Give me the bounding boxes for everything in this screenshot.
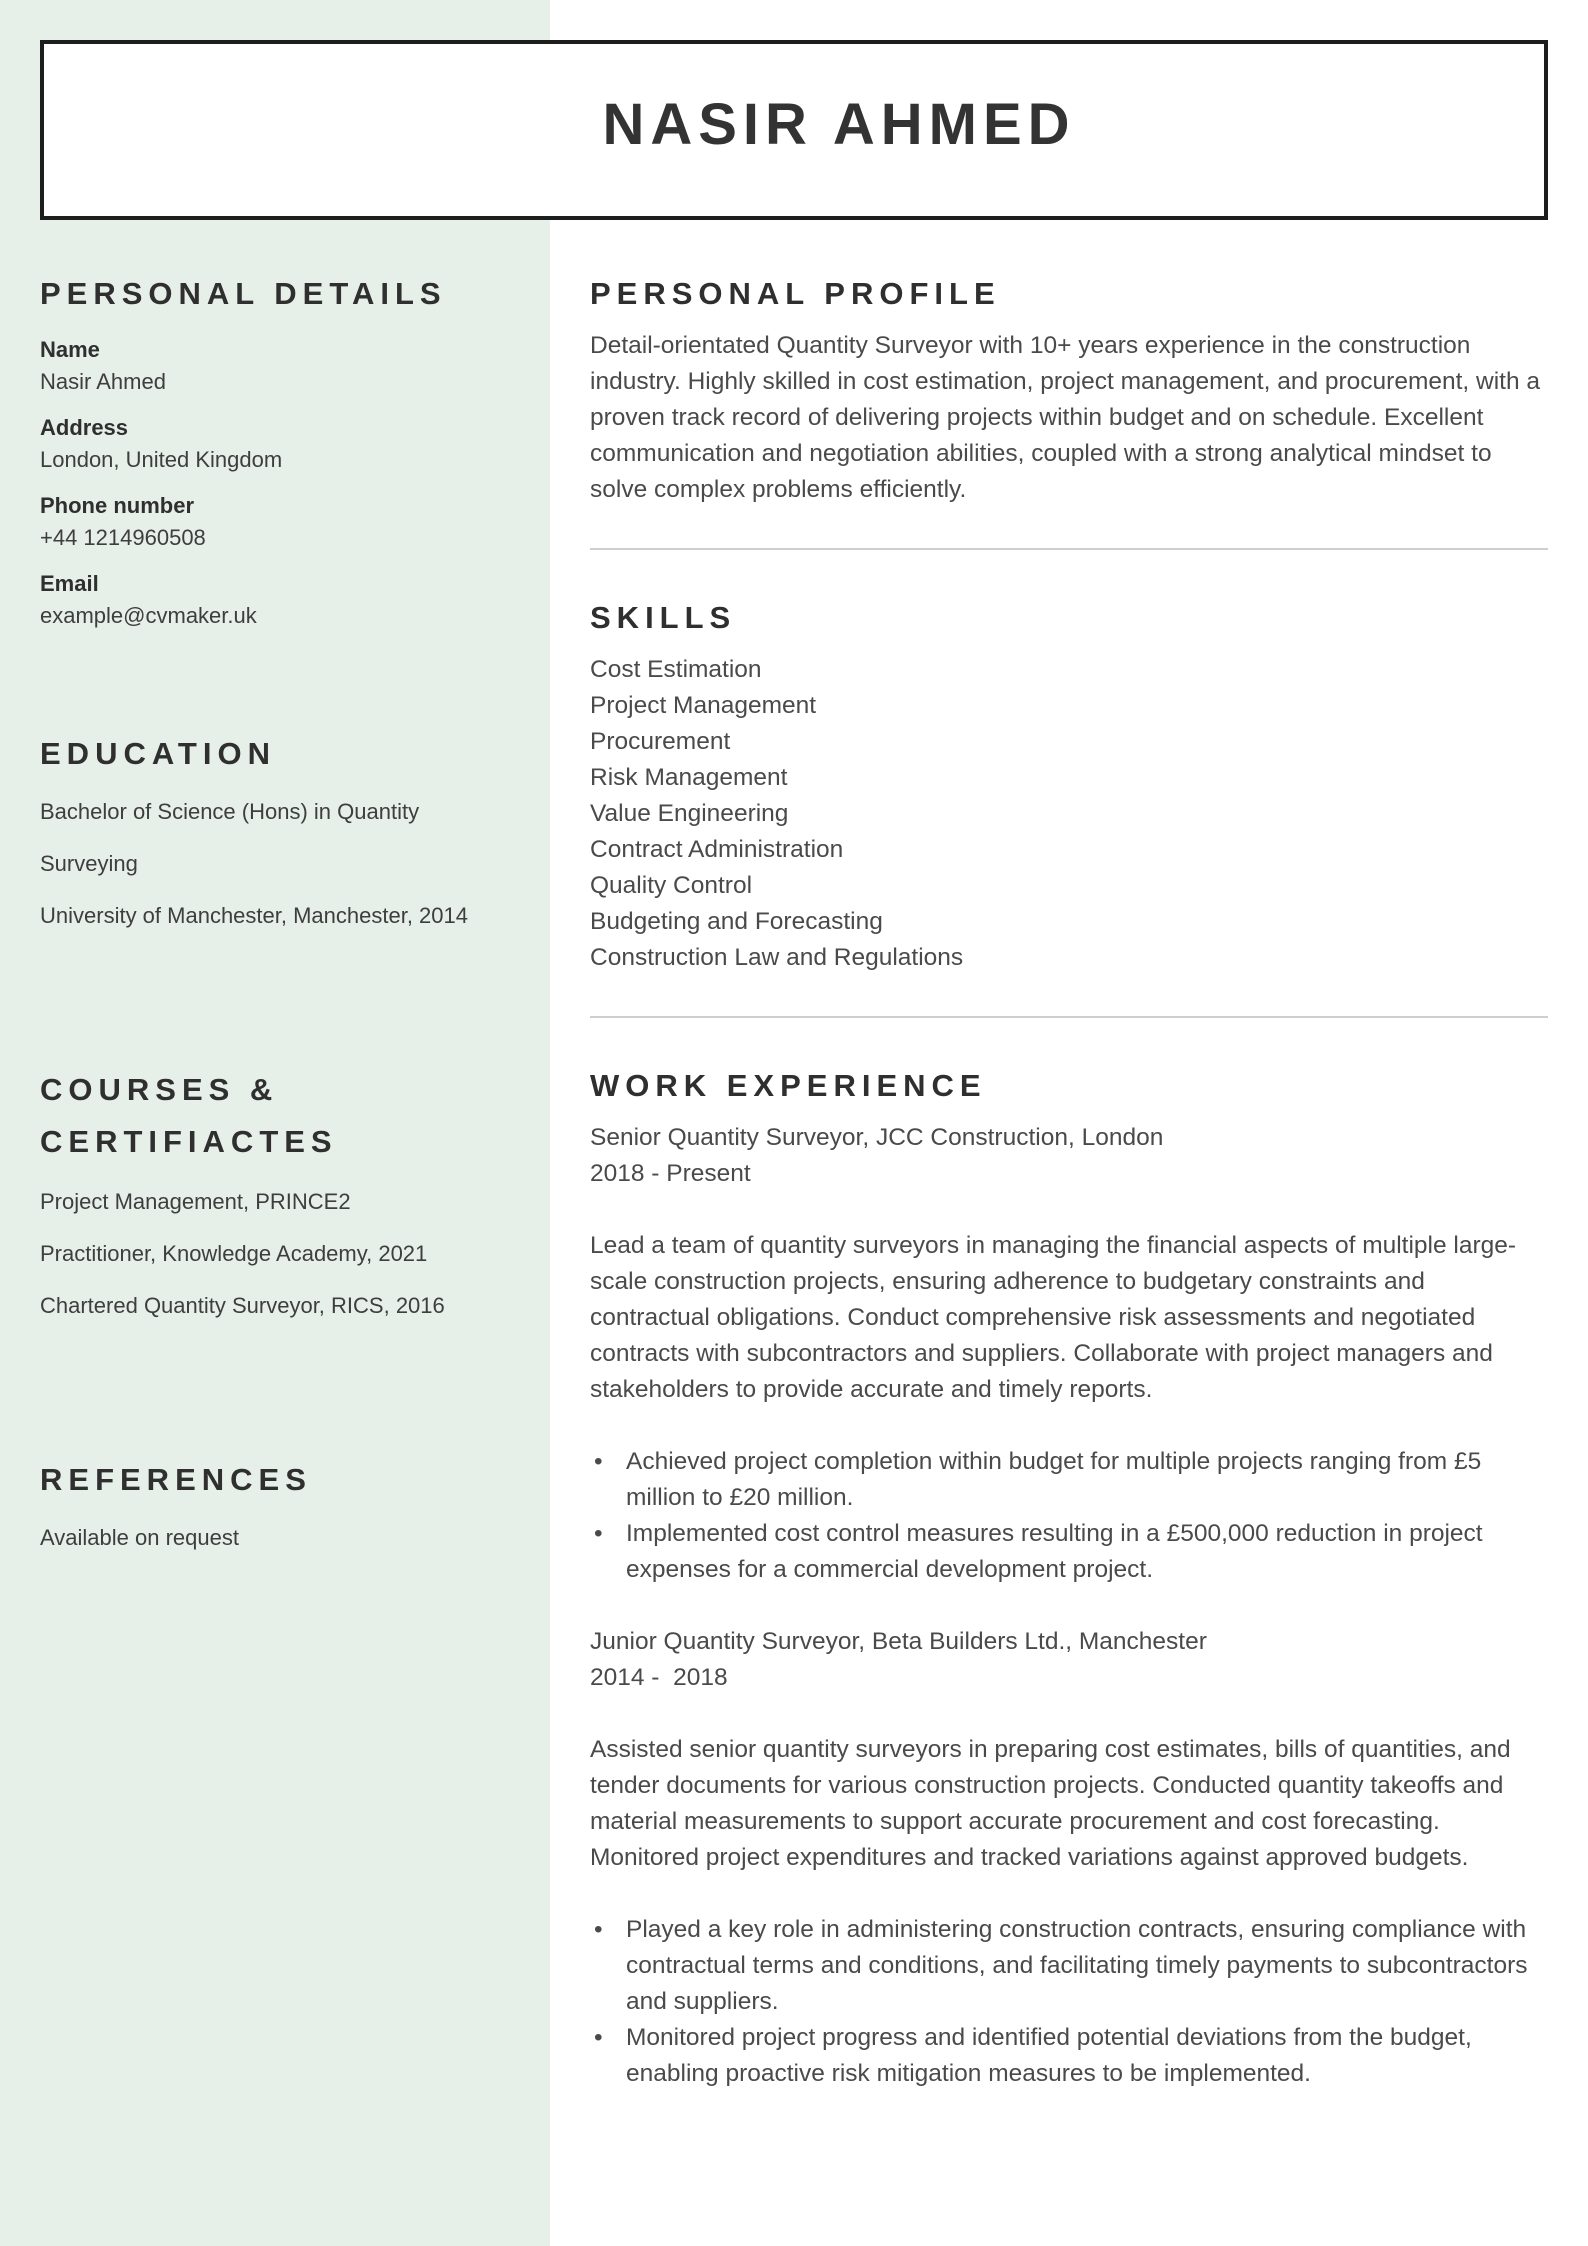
detail-value: Nasir Ahmed xyxy=(40,369,166,394)
section-divider xyxy=(590,1016,1548,1018)
detail-field-phone xyxy=(40,490,510,554)
job-description: Lead a team of quantity surveyors in managing the financial aspects of multiple large-scale construction projects, ensuring adherence to budgetary constraints and contractual obligations. Conduct comprehensive risk assessments and negotiated contracts with subcontractors and suppliers. Collaborate with project managers and stakeholders to provide accurate and timely reports. xyxy=(590,1232,1517,1403)
course-line: Project Management, PRINCE2 xyxy=(40,1189,351,1214)
skill-item: Risk Management xyxy=(590,764,788,791)
section-title-references: REFERENCES xyxy=(40,1462,312,1497)
education-line: University of Manchester, Manchester, 2014 xyxy=(40,903,468,928)
skills-section xyxy=(590,592,1548,976)
detail-field-email xyxy=(40,568,510,632)
name-header-box xyxy=(40,40,1548,220)
courses-section xyxy=(40,1064,510,1332)
references-section xyxy=(40,1454,510,1564)
profile-text: Detail-orientated Quantity Surveyor with 10+ years experience in the construction industry. Highly skilled in cost estimation, project management, and procurement, with a proven track record of delivering projects within budget and on schedule. Excellent communication and negotiation abilities, coupled with a strong analytical mindset to solve complex problems efficiently. xyxy=(590,332,1541,503)
detail-field-name xyxy=(40,334,510,398)
work-experience-section xyxy=(590,1060,1548,2092)
detail-label: Name xyxy=(40,337,100,362)
job-entry xyxy=(590,1120,1548,1588)
section-title-skills: SKILLS xyxy=(590,600,737,635)
detail-label: Address xyxy=(40,415,129,440)
achievement-item: • Played a key role in administering construction contracts, ensuring compliance with contractual terms and conditions, and facilitating timely payments to subcontractors and suppliers. xyxy=(590,1912,1548,2020)
section-divider xyxy=(590,548,1548,550)
section-title-work-experience: WORK EXPERIENCE xyxy=(590,1068,987,1103)
achievement-item: • Monitored project progress and identified potential deviations from the budget, enabling proactive risk mitigation measures to be implemented. xyxy=(590,2020,1548,2092)
detail-field-address xyxy=(40,412,510,476)
detail-value: example@cvmaker.uk xyxy=(40,603,257,628)
skill-item: Budgeting and Forecasting xyxy=(590,908,883,935)
skill-item: Contract Administration xyxy=(590,836,844,863)
section-title-courses-line1: COURSES & xyxy=(40,1072,279,1107)
job-entry xyxy=(590,1624,1548,2092)
job-role: Senior Quantity Surveyor, JCC Construction, London xyxy=(590,1124,1164,1151)
course-line: Practitioner, Knowledge Academy, 2021 xyxy=(40,1241,428,1266)
education-line: Bachelor of Science (Hons) in Quantity xyxy=(40,799,420,824)
course-line: Chartered Quantity Surveyor, RICS, 2016 xyxy=(40,1293,445,1318)
job-dates: 2014 - 2018 xyxy=(590,1664,728,1691)
references-text: Available on request xyxy=(40,1525,239,1550)
personal-details-section xyxy=(40,268,510,646)
skill-item: Value Engineering xyxy=(590,800,789,827)
achievement-item: • Achieved project completion within budget for multiple projects ranging from £5 million to £20 million. xyxy=(590,1444,1548,1516)
skill-item: Quality Control xyxy=(590,872,753,899)
skill-item: Procurement xyxy=(590,728,731,755)
candidate-name: NASIR AHMED xyxy=(602,92,1076,157)
education-section xyxy=(40,728,510,942)
education-line: Surveying xyxy=(40,851,138,876)
skill-item: Project Management xyxy=(590,692,817,719)
detail-value: London, United Kingdom xyxy=(40,447,283,472)
skill-item: Construction Law and Regulations xyxy=(590,944,964,971)
skill-item: Cost Estimation xyxy=(590,656,762,683)
detail-label: Phone number xyxy=(40,493,195,518)
section-title-education: EDUCATION xyxy=(40,736,276,771)
section-title-personal-details: PERSONAL DETAILS xyxy=(40,276,447,311)
job-achievements xyxy=(590,1444,1548,1588)
detail-label: Email xyxy=(40,571,99,596)
profile-section xyxy=(590,268,1548,508)
section-title-profile: PERSONAL PROFILE xyxy=(590,276,1001,311)
detail-value: +44 1214960508 xyxy=(40,525,206,550)
job-description: Assisted senior quantity surveyors in preparing cost estimates, bills of quantities, and tender documents for various construction projects. Conducted quantity takeoffs and material measurements to support accurate procurement and cost forecasting. Monitored project expenditures and tracked variations against approved budgets. xyxy=(590,1736,1511,1871)
achievement-item: • Implemented cost control measures resulting in a £500,000 reduction in project expenses for a commercial development project. xyxy=(590,1516,1548,1588)
job-achievements xyxy=(590,1912,1548,2092)
job-role: Junior Quantity Surveyor, Beta Builders Ltd., Manchester xyxy=(590,1628,1207,1655)
job-dates: 2018 - Present xyxy=(590,1160,751,1187)
section-title-courses-line2: CERTIFIACTES xyxy=(40,1124,338,1159)
